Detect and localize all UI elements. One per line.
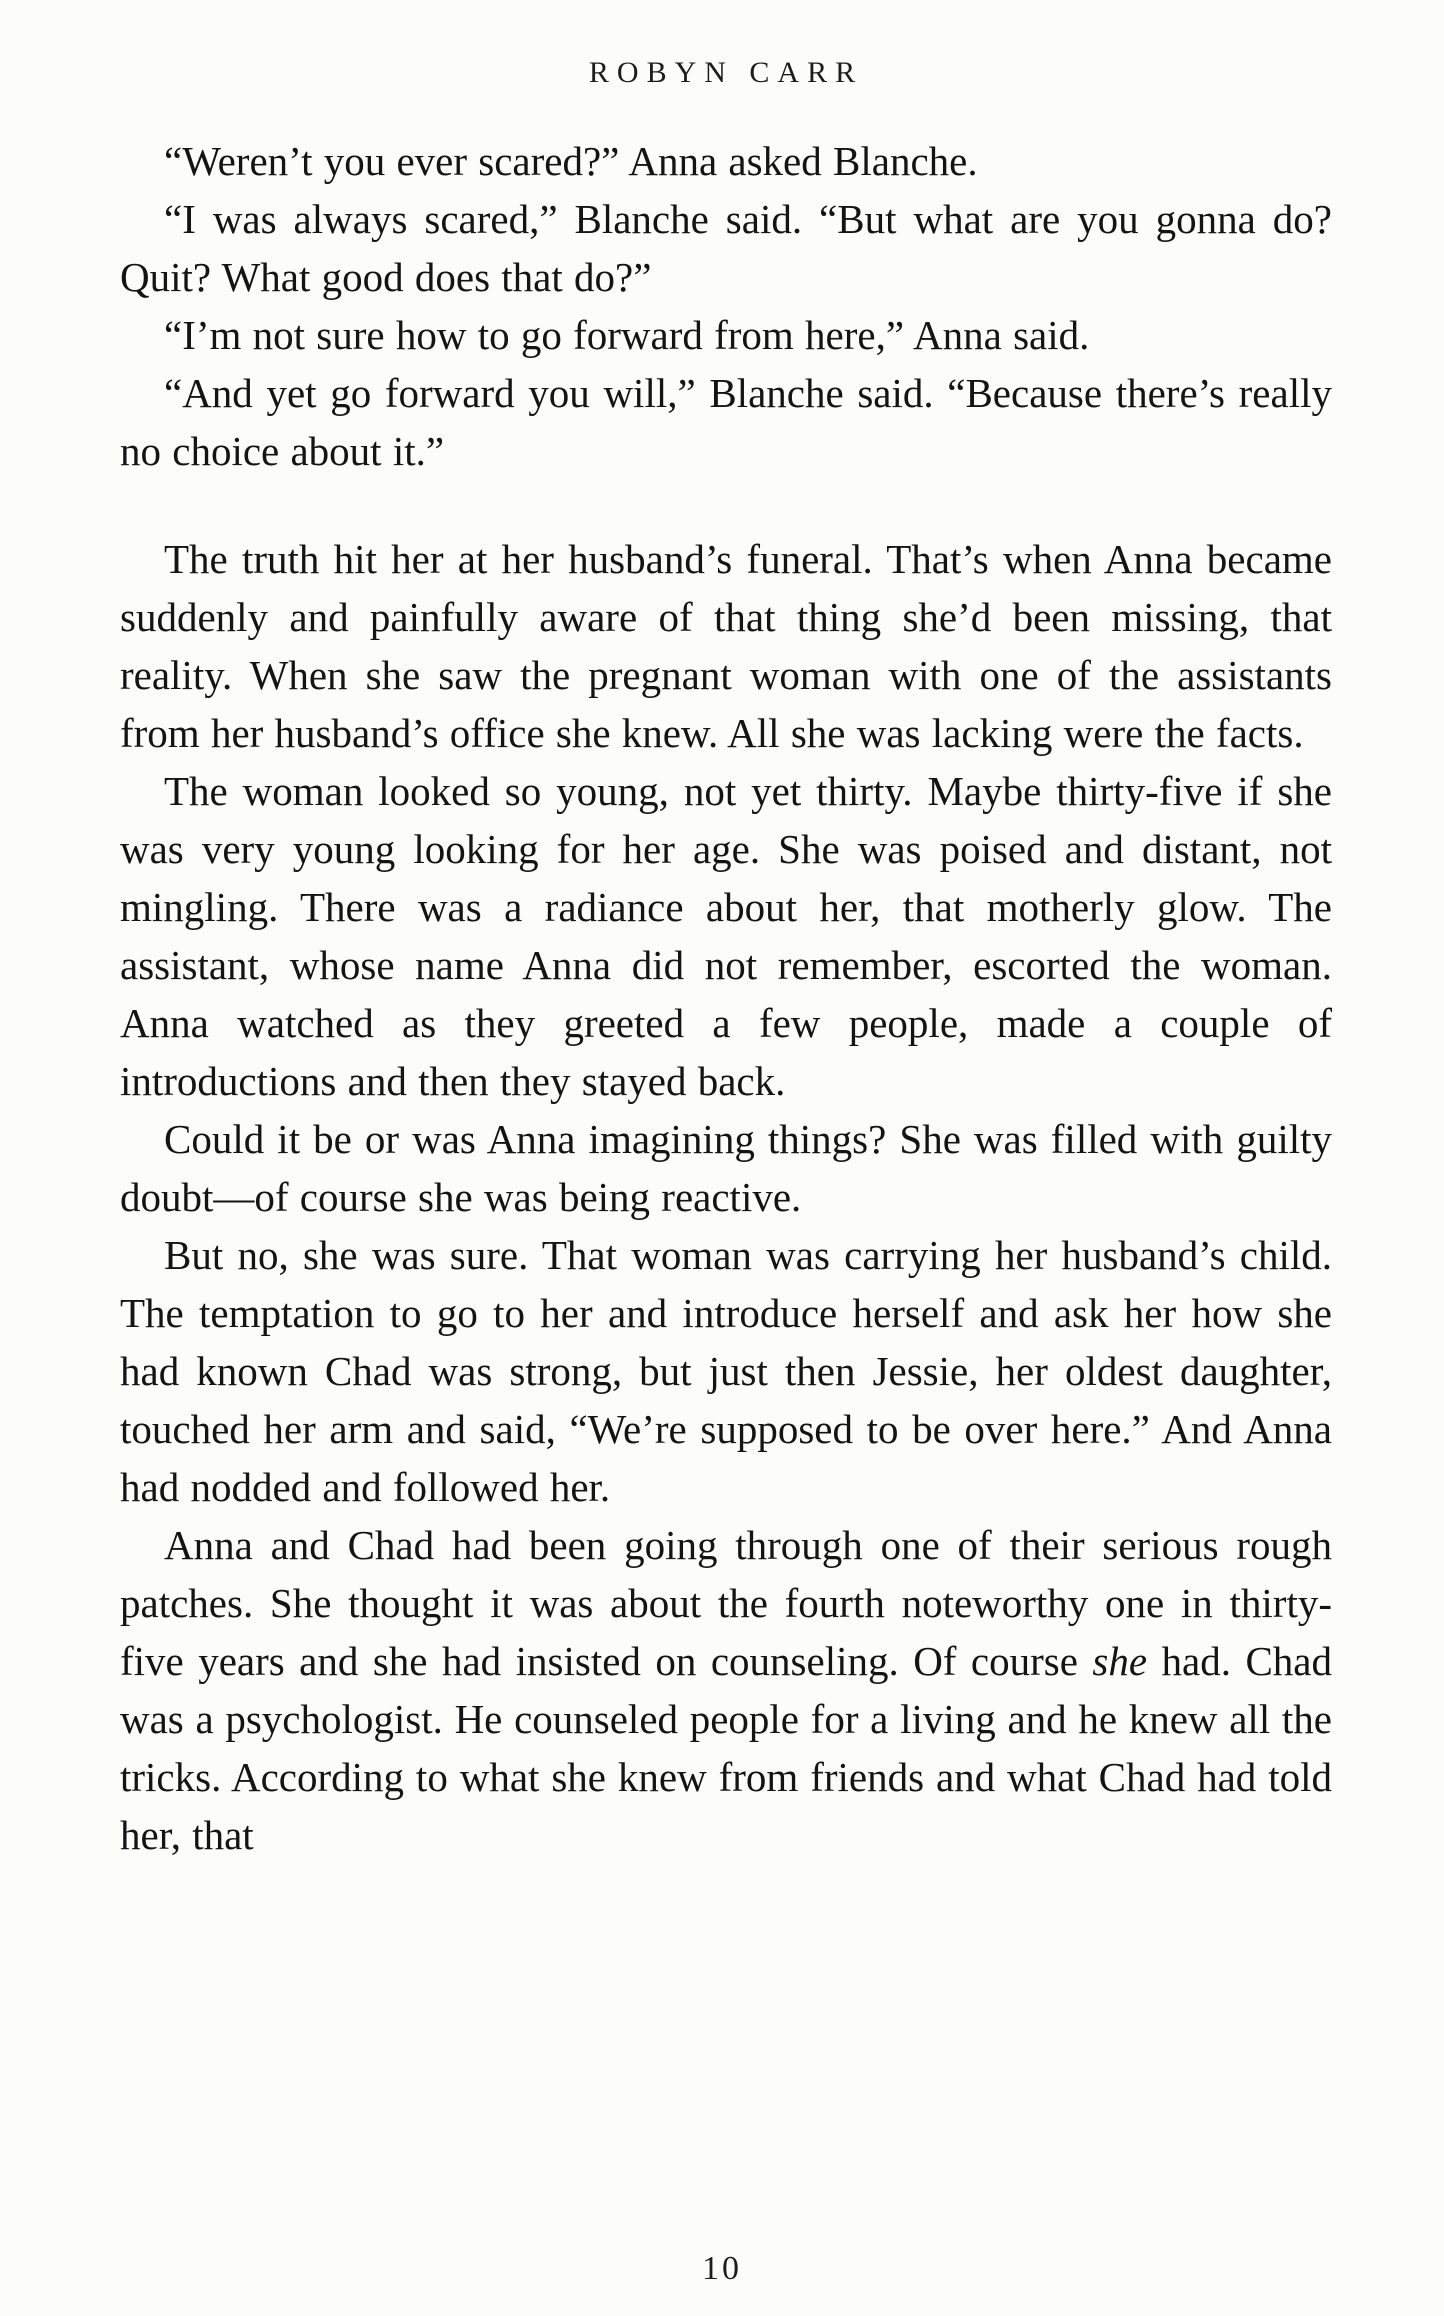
paragraph-dialogue-4: “And yet go forward you will,” Blanche said. “Because there’s really no choice about it.” bbox=[120, 370, 1332, 474]
paragraph-text-pre: Anna and Chad had been going through one of their serious rough patches. She thought it was about the fourth noteworthy one in thirty-five years and she had insisted on counseling. Of course bbox=[120, 1522, 1332, 1684]
page-body bbox=[120, 132, 1332, 1864]
paragraph-dialogue-3: “I’m not sure how to go forward from here,” Anna said. bbox=[164, 312, 1090, 358]
paragraph-narrative-2: The woman looked so young, not yet thirty. Maybe thirty-five if she was very young looking for her age. She was poised and distant, not mingling. There was a radiance about her, that motherly glow. The assistant, whose name Anna did not remember, escorted the woman. Anna watched as they greeted a few people, made a couple of introductions and then they stayed back. bbox=[120, 768, 1332, 1104]
paragraph-narrative-1: The truth hit her at her husband’s funeral. That’s when Anna became suddenly and painfully aware of that thing she’d been missing, that reality. When she saw the pregnant woman with one of the assistants from her husband’s office she knew. All she was lacking were the facts. bbox=[120, 536, 1332, 756]
paragraph-text-post: had. Chad was a psychologist. He counseled people for a living and he knew all the tricks. According to what she knew from friends and what Chad had told her, that bbox=[120, 1638, 1332, 1858]
paragraph-narrative-5 bbox=[120, 1516, 1332, 1864]
paragraph-narrative-4: But no, she was sure. That woman was carrying her husband’s child. The temptation to go to her and introduce herself and ask her how she had known Chad was strong, but just then Jessie, her oldest daughter, touched her arm and said, “We’re supposed to be over here.” And Anna had nodded and followed her. bbox=[120, 1232, 1332, 1510]
paragraph-narrative-3: Could it be or was Anna imagining things? She was filled with guilty doubt—of course she was being reactive. bbox=[120, 1116, 1332, 1220]
italic-word-she: she bbox=[1092, 1638, 1148, 1684]
page-number: 10 bbox=[702, 2250, 742, 2287]
running-head: ROBYN CARR bbox=[588, 56, 864, 89]
paragraph-dialogue-1: “Weren’t you ever scared?” Anna asked Blanche. bbox=[164, 138, 978, 184]
paragraph-dialogue-2: “I was always scared,” Blanche said. “But what are you gonna do? Quit? What good does that do?” bbox=[120, 196, 1332, 300]
